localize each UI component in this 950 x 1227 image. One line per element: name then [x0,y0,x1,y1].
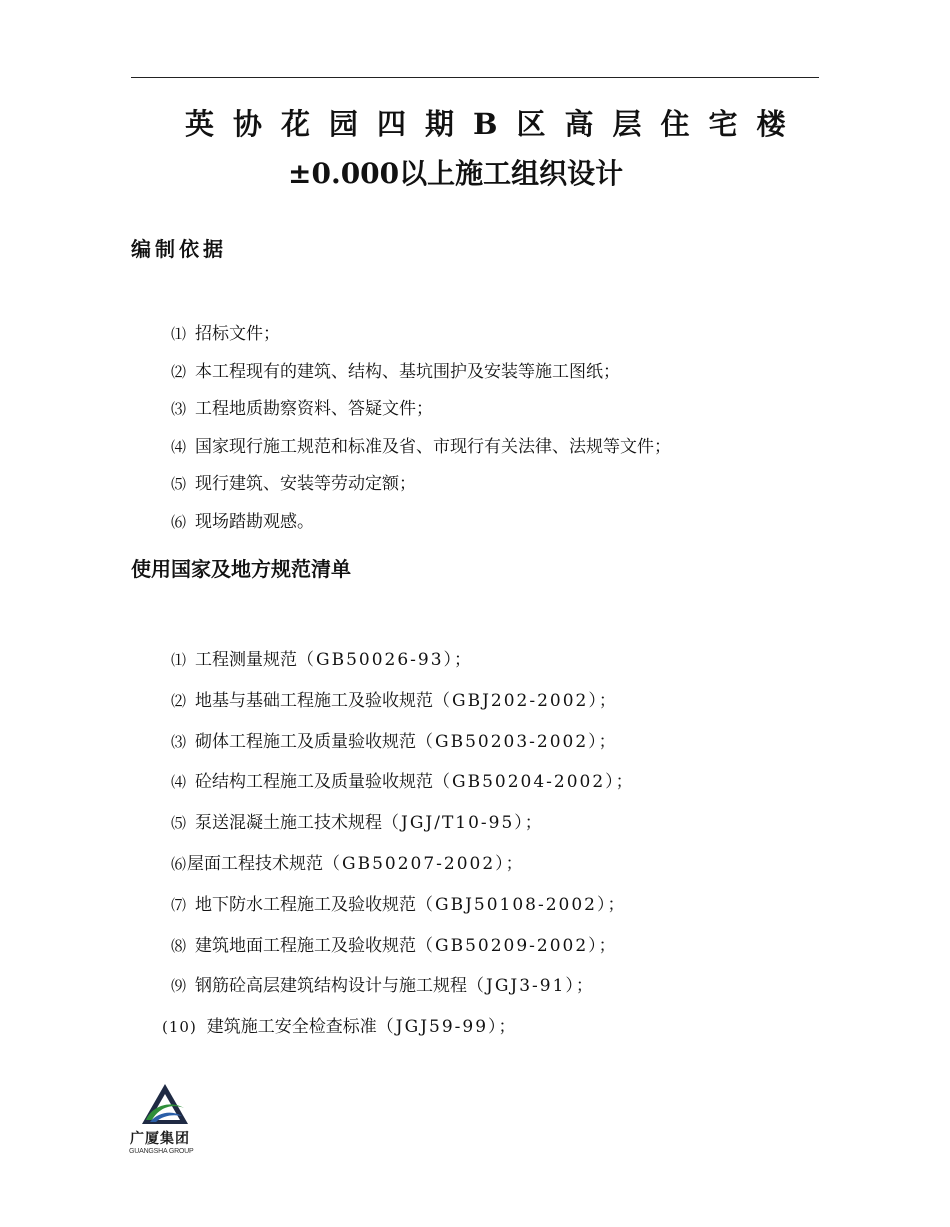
item-text: 现行建筑、安装等劳动定额； [195,474,417,495]
list-item [171,360,671,398]
list-item [171,974,635,1015]
logo-name-en: GUANGSHA GROUP [129,1148,194,1155]
item-number: ⑼ [171,977,188,996]
standard-code: （GB50026-93）； [297,650,474,670]
item-text: 国家现行施工规范和标准及省、市现行有关法律、法规等文件； [195,436,672,457]
list-item [171,472,671,510]
standard-code: （JGJ3-91）； [467,976,595,997]
document-title-line2: ±0.000以上施工组织设计 [288,157,624,190]
logo-name-cn: 广厦集团 [130,1131,190,1147]
item-text: 工程地质勘察资料、答疑文件； [195,399,434,420]
section-heading-standards: 使用国家及地方规范清单 [131,557,351,581]
list-item [171,770,635,811]
list-item [171,648,635,689]
list-item [171,934,635,975]
item-number: ⑹ [171,512,188,531]
standard-code: （JGJ/T10-95）； [382,813,544,834]
list-item [171,322,671,360]
standard-code: （GB50209-2002）； [416,935,618,956]
guangsha-logo-icon [140,1082,190,1126]
item-text: 工程测量规范 [195,650,298,670]
standard-code: （GB50207-2002）； [323,853,525,874]
list-item [162,1015,635,1056]
list-item [171,893,635,934]
standard-code: （GBJ50108-2002）； [416,894,627,915]
item-text: 地下防水工程施工及验收规范 [195,894,417,915]
item-number: ⑴ [171,651,188,669]
item-number: ⑻ [171,936,188,955]
item-text: 钢筋砼高层建筑结构设计与施工规程 [195,976,468,997]
item-text: 招标文件； [195,324,281,344]
header-rule [131,77,819,78]
item-number: ⑸ [171,475,188,494]
list-item [171,689,635,730]
list-item [171,510,671,548]
item-text: 屋面工程技术规范 [187,853,324,874]
item-number: ⑷ [171,437,188,456]
standard-code: （GB50203-2002）； [416,731,618,752]
item-text: 建筑施工安全检查标准 [206,1017,377,1038]
item-number: ⑷ [171,773,188,792]
standard-code: （JGJ59-99）； [376,1017,518,1038]
section-heading-basis: 编制依据 [131,237,227,261]
item-text: 建筑地面工程施工及验收规范 [195,935,417,956]
item-number: ⑸ [171,814,188,833]
item-number: ⑴ [171,325,188,343]
item-text: 现场踏勘观感。 [195,511,315,532]
list-item [171,852,635,893]
standard-code: （GBJ202-2002）； [433,690,618,711]
document-title-line1: 英协花园四期B区高层住宅楼 [185,107,805,141]
standards-list [162,648,635,1056]
item-number: ⑵ [171,691,188,710]
item-text: 砼结构工程施工及质量验收规范 [195,772,434,793]
item-text: 地基与基础工程施工及验收规范 [195,690,434,711]
item-number: ⑶ [171,732,188,751]
list-item [171,397,671,435]
item-number: (10) [162,1018,197,1037]
item-text: 本工程现有的建筑、结构、基坑围护及安装等施工图纸； [195,361,621,382]
item-number: ⑹ [171,854,188,873]
list-item [171,435,671,473]
item-number: ⑵ [171,362,188,381]
item-number: ⑶ [171,400,188,419]
list-item [171,730,635,771]
list-item [171,811,635,852]
company-logo [126,1082,204,1162]
basis-list [171,322,671,548]
item-text: 砌体工程施工及质量验收规范 [195,731,417,752]
item-text: 泵送混凝土施工技术规程 [195,813,383,834]
standard-code: （GB50204-2002）； [433,772,635,793]
item-number: ⑺ [171,895,188,914]
